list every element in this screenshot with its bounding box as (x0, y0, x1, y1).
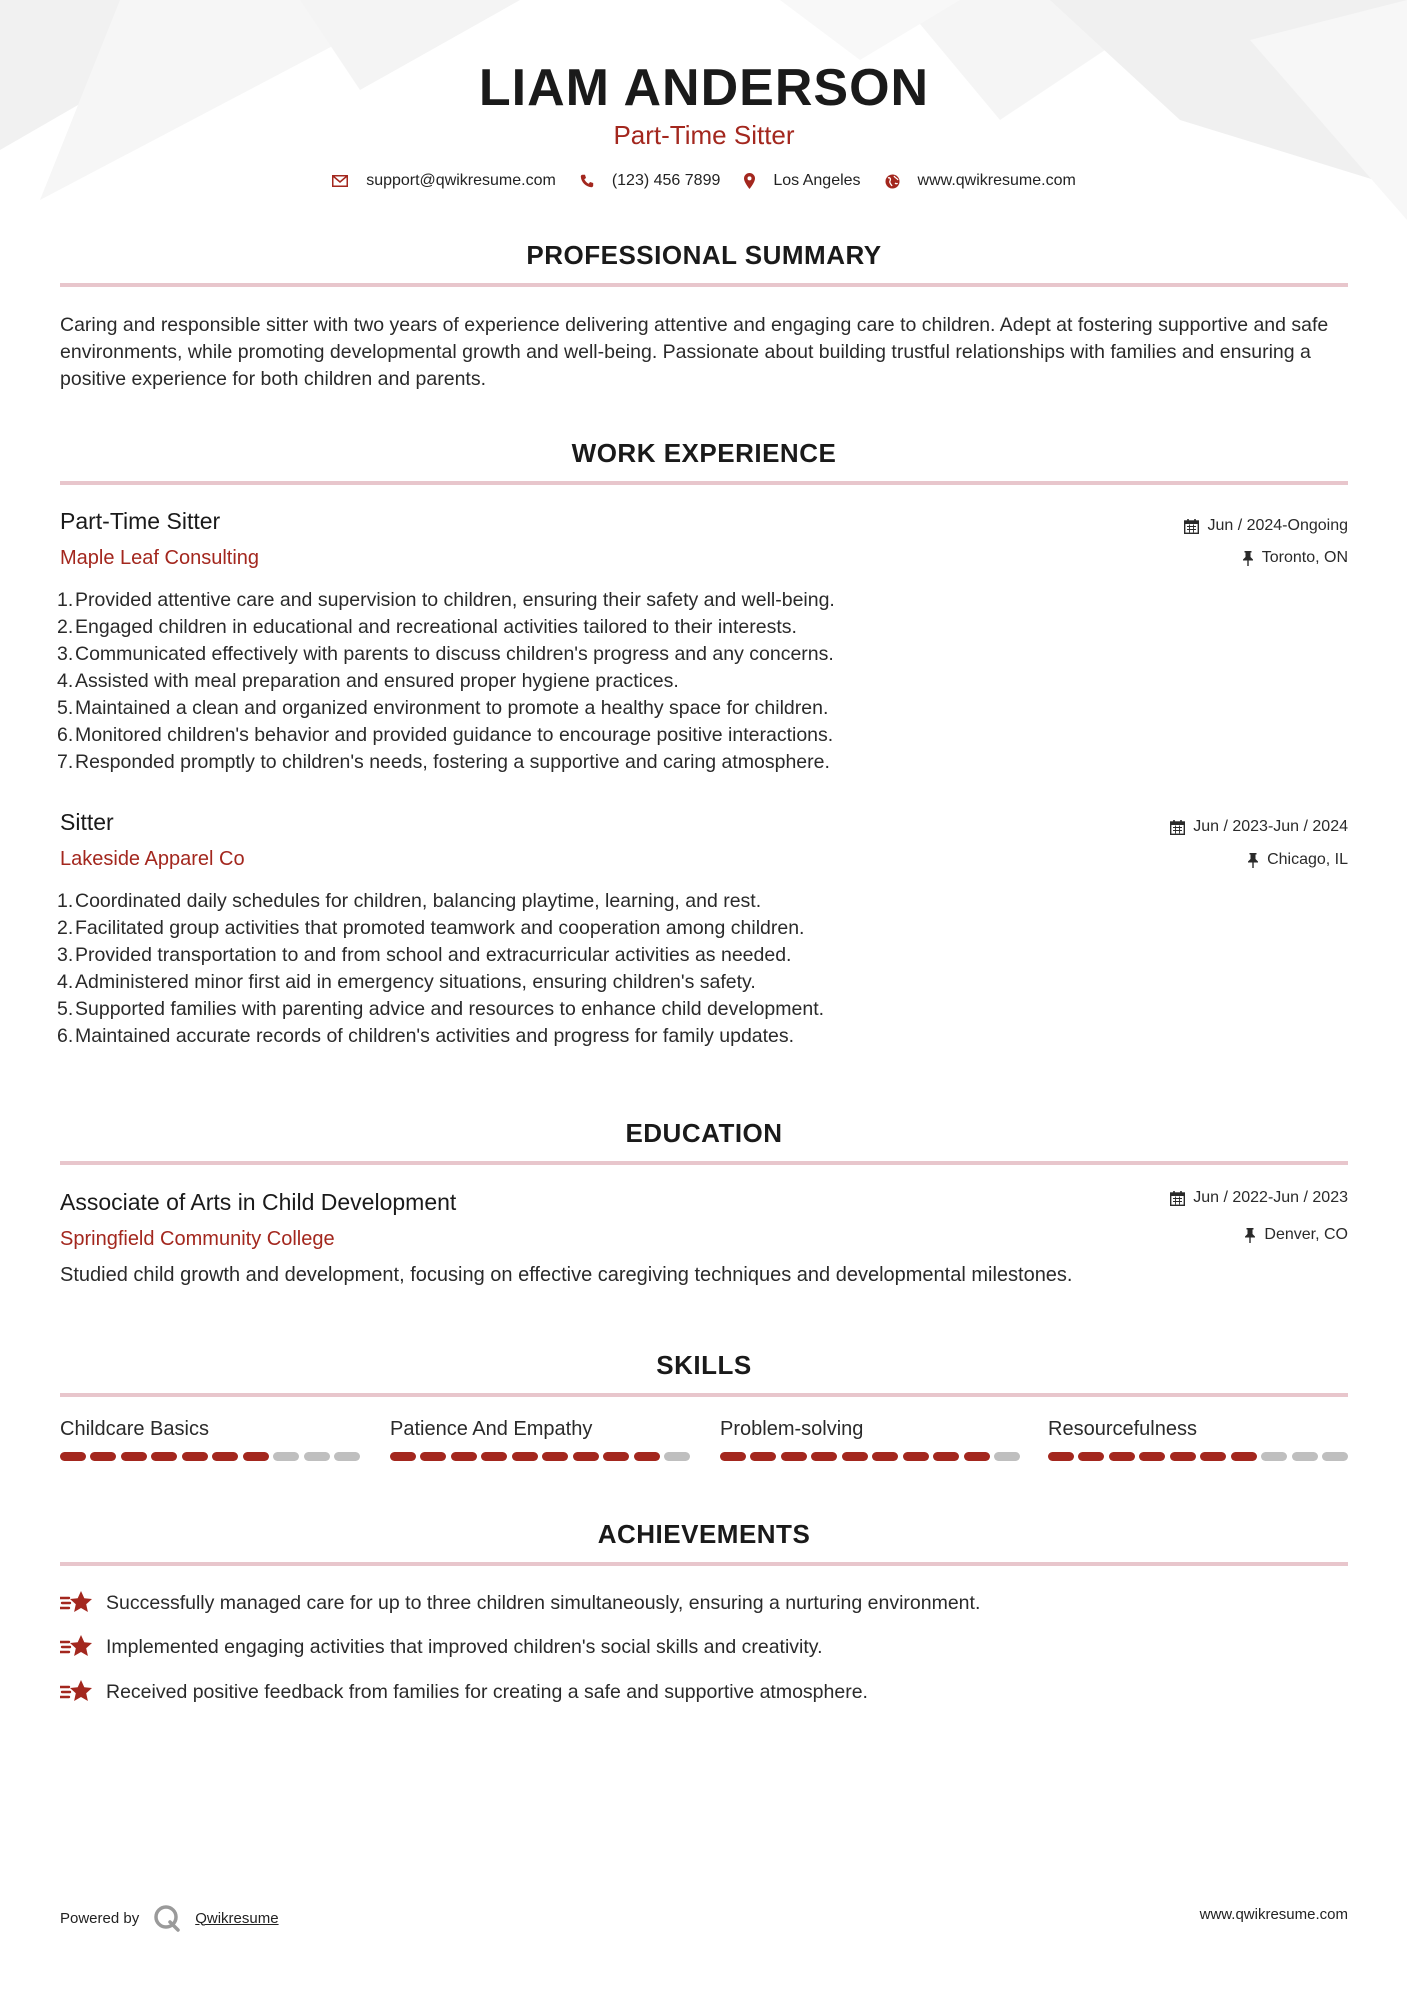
duty-item: 2.Facilitated group activities that promoted teamwork and cooperation among children. (57, 917, 805, 939)
skill-segment-empty (994, 1452, 1020, 1461)
job-duties-list (57, 888, 1348, 1050)
achievements-heading: ACHIEVEMENTS (597, 1519, 811, 1549)
skill-segment-filled (60, 1452, 86, 1461)
job-dates (1184, 517, 1348, 535)
skill-segment-filled (811, 1452, 837, 1461)
achievements-divider (60, 1562, 1348, 1566)
achievement-text: Received positive feedback from families for creating a safe and supportive atmosphere. (106, 1680, 868, 1703)
achievement-text: Implemented engaging activities that improved children's social skills and creativity. (106, 1635, 823, 1658)
experience-heading: WORK EXPERIENCE (571, 438, 837, 468)
contact-email-text: support@qwikresume.com (366, 172, 556, 189)
job-title: Part-Time Sitter (60, 508, 221, 534)
skill-segment-filled (964, 1452, 990, 1461)
skill-rating-bar (390, 1452, 690, 1461)
duty-item: 4.Administered minor first aid in emergency situations, ensuring children's safety. (57, 971, 756, 993)
duty-item: 3.Communicated effectively with parents to discuss children's progress and any concerns. (57, 643, 834, 665)
duty-item: 2.Engaged children in educational and recreational activities tailored to their interests. (57, 616, 797, 638)
skill-segment-filled (872, 1452, 898, 1461)
skill-segment-filled (420, 1452, 446, 1461)
education-heading: EDUCATION (625, 1118, 783, 1148)
job-dates (1170, 818, 1348, 836)
skill-name: Problem-solving (720, 1418, 864, 1440)
education-description: Studied child growth and development, focusing on effective caregiving techniques and developmental milestones. (60, 1264, 1073, 1286)
achievement-item (60, 1634, 823, 1660)
skill-segment-empty (1322, 1452, 1348, 1461)
job-location-text: Chicago, IL (1267, 851, 1348, 868)
calendar-icon (1184, 519, 1199, 534)
skill-segment-empty (334, 1452, 360, 1461)
skill-name: Resourcefulness (1048, 1418, 1197, 1440)
skill-segment-empty (1292, 1452, 1318, 1461)
skill-segment-filled (481, 1452, 507, 1461)
skill-segment-filled (750, 1452, 776, 1461)
envelope-icon (332, 175, 348, 187)
skill-segment-empty (273, 1452, 299, 1461)
contact-phone[interactable] (580, 172, 721, 190)
skill-rating-bar (720, 1452, 1020, 1461)
skill-segment-filled (1109, 1452, 1135, 1461)
skill-segment-filled (634, 1452, 660, 1461)
duty-item: 1.Coordinated daily schedules for children, balancing playtime, learning, and rest. (57, 890, 762, 912)
education-dates (1170, 1189, 1348, 1207)
contact-bar (60, 172, 1348, 190)
skill-segment-filled (781, 1452, 807, 1461)
skill-segment-filled (933, 1452, 959, 1461)
qwikresume-link[interactable]: Qwikresume (195, 1909, 279, 1927)
education-dates-text: Jun / 2022-Jun / 2023 (1193, 1189, 1348, 1206)
achievement-text: Successfully managed care for up to three children simultaneously, ensuring a nurturing environment. (106, 1591, 981, 1614)
powered-by-label: Powered by (60, 1909, 140, 1927)
candidate-name: LIAM ANDERSON (478, 59, 930, 117)
skill-name: Childcare Basics (60, 1418, 209, 1440)
skill-segment-filled (842, 1452, 868, 1461)
skill-segment-filled (1231, 1452, 1257, 1461)
skill-segment-filled (1139, 1452, 1165, 1461)
skill-segment-empty (1261, 1452, 1287, 1461)
skill-segment-filled (1078, 1452, 1104, 1461)
contact-phone-text: (123) 456 7899 (611, 172, 721, 189)
skill-segment-filled (151, 1452, 177, 1461)
shooting-star-icon (60, 1590, 94, 1616)
skill-segment-filled (1048, 1452, 1074, 1461)
job-dates-text: Jun / 2024-Ongoing (1207, 517, 1348, 534)
duty-item: 6.Monitored children's behavior and provided guidance to encourage positive interactions. (57, 724, 834, 746)
contact-email[interactable] (332, 172, 556, 190)
skill-segment-filled (212, 1452, 238, 1461)
summary-divider (60, 283, 1348, 287)
education-location (1244, 1226, 1348, 1244)
skill-segment-filled (182, 1452, 208, 1461)
skill-item (390, 1418, 690, 1461)
contact-website-text: www.qwikresume.com (917, 172, 1076, 189)
calendar-icon (1170, 820, 1185, 835)
job-duties-list (57, 587, 1348, 776)
job-company: Maple Leaf Consulting (60, 547, 260, 569)
calendar-icon (1170, 1191, 1185, 1206)
contact-website[interactable] (885, 172, 1076, 190)
duty-item: 5.Supported families with parenting advice and resources to enhance child development. (57, 998, 825, 1020)
skills-heading: SKILLS (656, 1350, 752, 1380)
skill-segment-filled (451, 1452, 477, 1461)
skill-segment-filled (603, 1452, 629, 1461)
summary-text: Caring and responsible sitter with two years of experience delivering attentive and engaging care to children. Adept at fostering supportive and safe environments, while promoting developmental growth and well-being. Passionate about building trustful relationships with families and ensuring a positive experience for both children and parents. (60, 314, 1329, 390)
education-divider (60, 1161, 1348, 1165)
job-company: Lakeside Apparel Co (60, 848, 245, 870)
duty-item: 6.Maintained accurate records of children's activities and progress for family updates. (57, 1025, 795, 1047)
skill-segment-filled (720, 1452, 746, 1461)
skill-segment-empty (304, 1452, 330, 1461)
pushpin-icon (1242, 551, 1254, 566)
duty-item: 1.Provided attentive care and supervision to children, ensuring their safety and well-being. (57, 589, 835, 611)
summary-heading: PROFESSIONAL SUMMARY (526, 240, 882, 270)
job-location (1242, 549, 1348, 567)
skill-segment-filled (390, 1452, 416, 1461)
globe-icon (885, 174, 900, 189)
skill-item (1048, 1418, 1348, 1461)
achievement-item (60, 1679, 868, 1705)
skill-rating-bar (60, 1452, 360, 1461)
map-marker-icon (744, 173, 755, 189)
contact-location (744, 172, 860, 190)
skill-segment-filled (90, 1452, 116, 1461)
skill-segment-empty (664, 1452, 690, 1461)
job-location-text: Toronto, ON (1261, 549, 1348, 566)
job-dates-text: Jun / 2023-Jun / 2024 (1193, 818, 1348, 835)
experience-divider (60, 481, 1348, 485)
candidate-title: Part-Time Sitter (613, 120, 795, 150)
education-school: Springfield Community College (60, 1228, 335, 1250)
skill-segment-filled (121, 1452, 147, 1461)
skill-segment-filled (1200, 1452, 1226, 1461)
duty-item: 7.Responded promptly to children's needs, fostering a supportive and caring atmosphere. (57, 751, 830, 773)
footer-powered-by (60, 1904, 279, 1932)
phone-icon (580, 174, 594, 188)
duty-item: 5.Maintained a clean and organized environment to promote a healthy space for children. (57, 697, 829, 719)
skill-segment-filled (542, 1452, 568, 1461)
qwikresume-logo-icon (153, 1904, 181, 1932)
duty-item: 4.Assisted with meal preparation and ensured proper hygiene practices. (57, 670, 679, 692)
shooting-star-icon (60, 1679, 94, 1705)
duty-item: 3.Provided transportation to and from school and extracurricular activities as needed. (57, 944, 792, 966)
skill-segment-filled (243, 1452, 269, 1461)
education-degree: Associate of Arts in Child Development (60, 1189, 457, 1215)
education-location-text: Denver, CO (1264, 1226, 1348, 1243)
skill-segment-filled (573, 1452, 599, 1461)
achievement-item (60, 1590, 980, 1616)
skill-item (60, 1418, 360, 1461)
pushpin-icon (1244, 1228, 1256, 1243)
skill-segment-filled (1170, 1452, 1196, 1461)
skill-rating-bar (1048, 1452, 1348, 1461)
job-location (1247, 851, 1348, 869)
contact-location-text: Los Angeles (773, 172, 861, 189)
footer-website[interactable]: www.qwikresume.com (1199, 1906, 1348, 1923)
skill-segment-filled (903, 1452, 929, 1461)
skill-item (720, 1418, 1020, 1461)
skill-name: Patience And Empathy (390, 1418, 593, 1440)
job-title: Sitter (60, 809, 114, 835)
shooting-star-icon (60, 1634, 94, 1660)
skill-segment-filled (512, 1452, 538, 1461)
pushpin-icon (1247, 853, 1259, 868)
skills-divider (60, 1393, 1348, 1397)
